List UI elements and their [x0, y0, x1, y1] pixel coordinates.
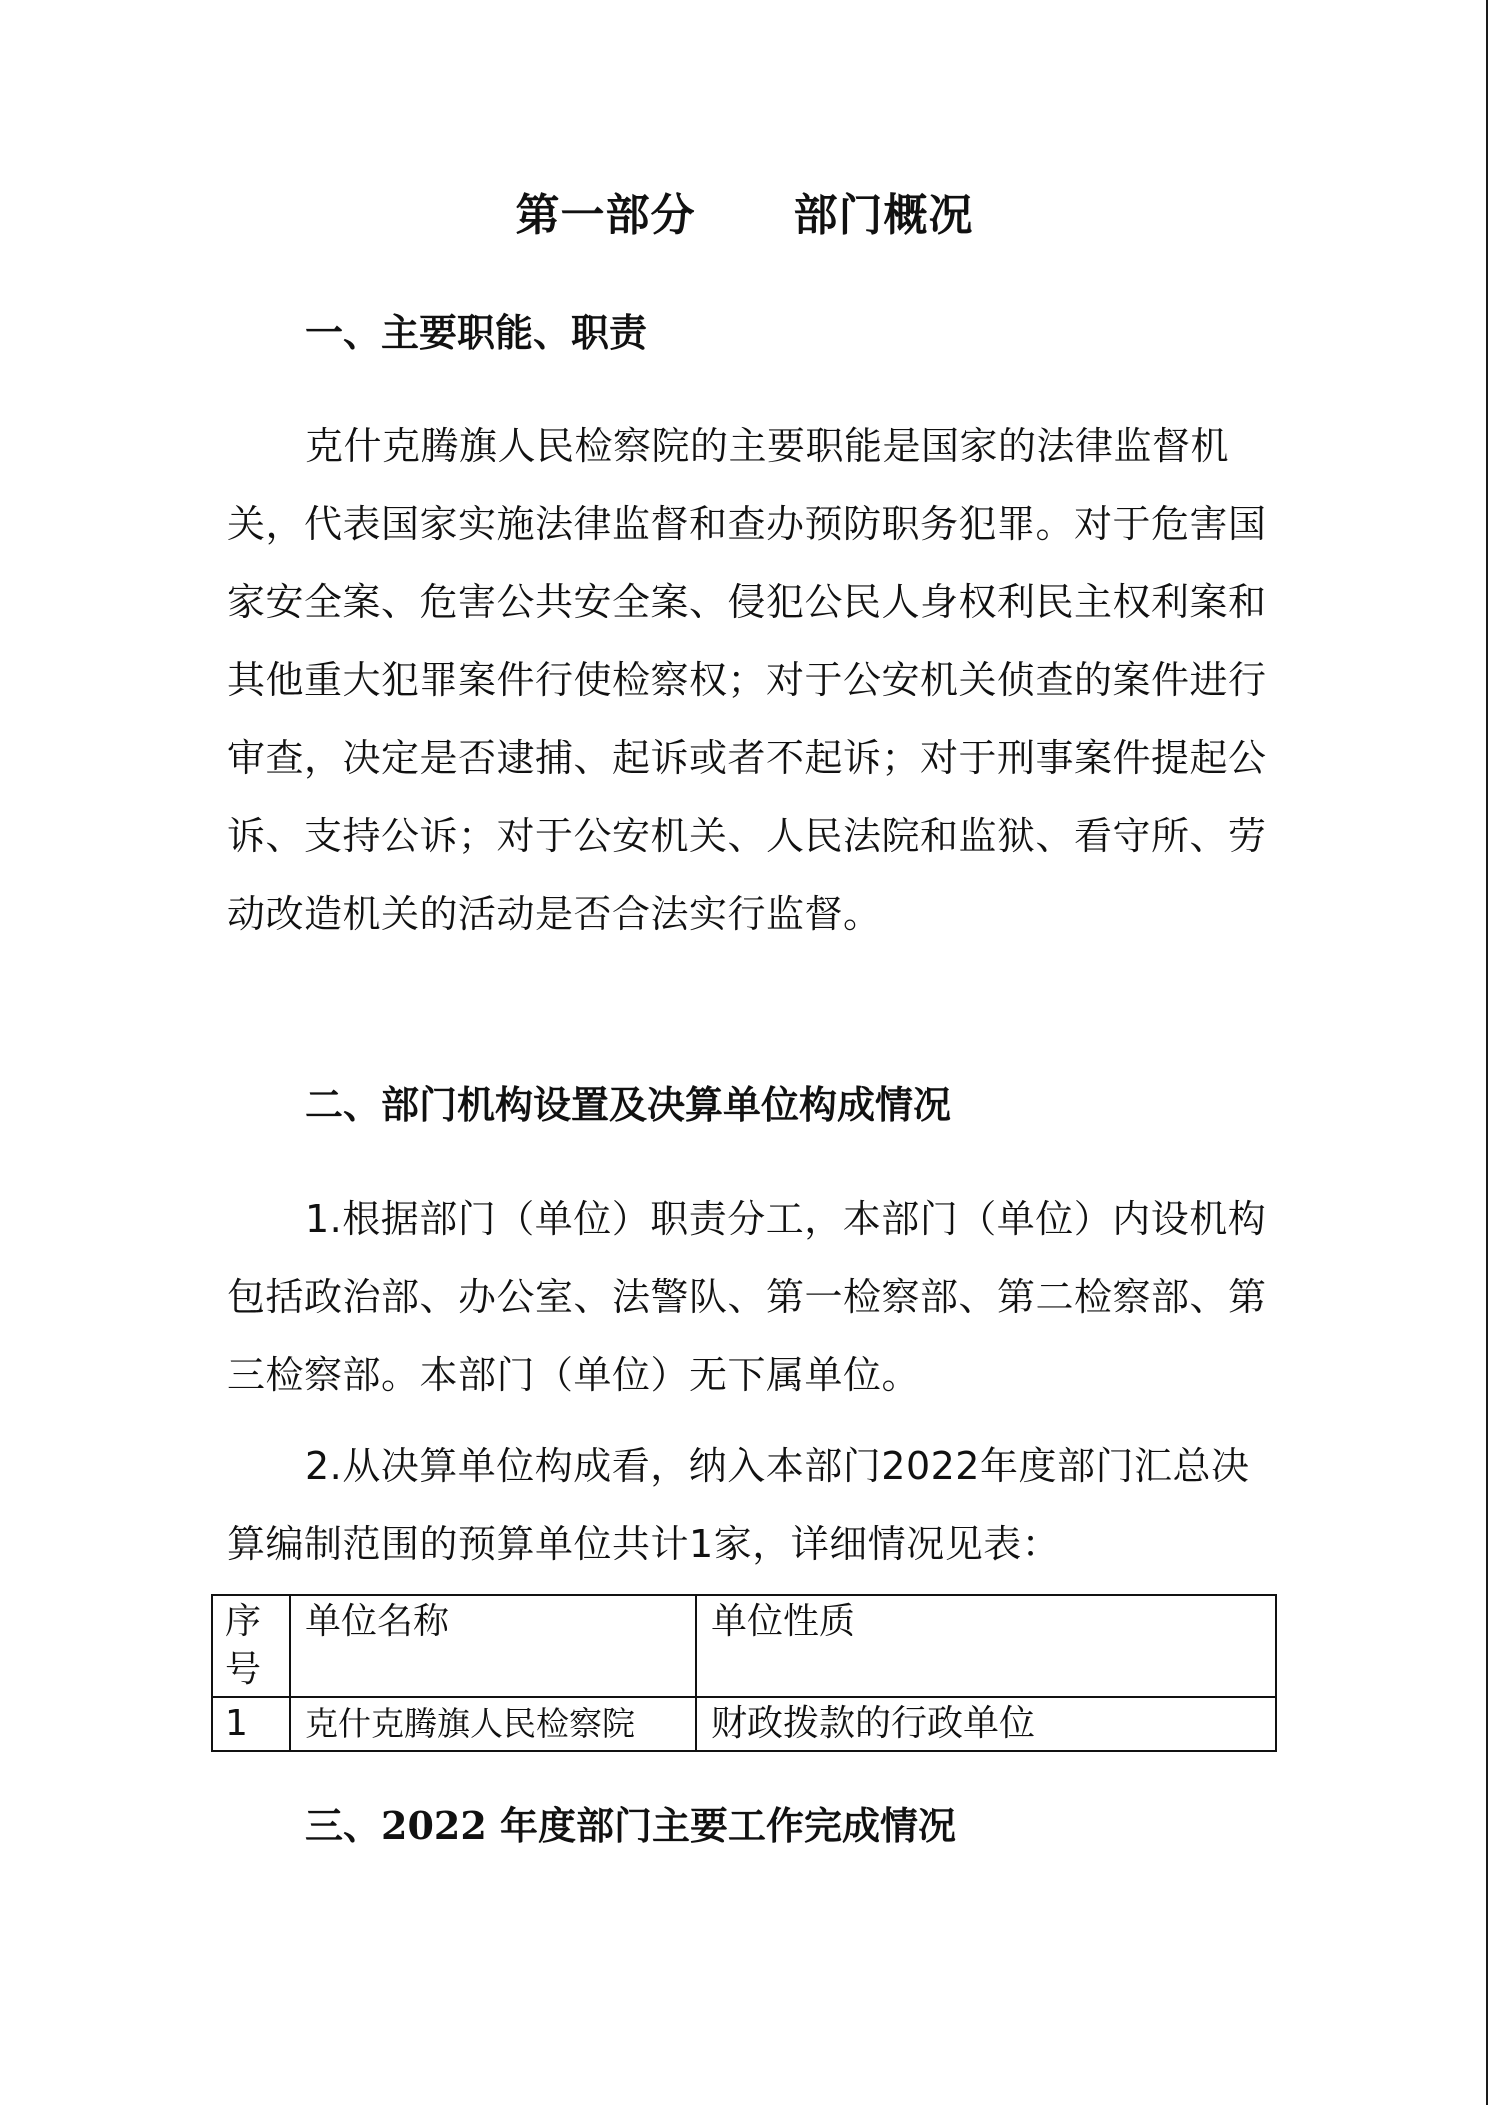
section-1-heading: 一、主要职能、职责 [305, 310, 648, 355]
cell-unit-nature: 财政拨款的行政单位 [696, 1697, 1276, 1751]
item-2-count: 1 [689, 1522, 714, 1566]
cell-serial-number: 1 [212, 1697, 290, 1751]
cell-unit-name: 克什克腾旗人民检察院 [290, 1697, 696, 1751]
item-1-number: 1. [305, 1197, 343, 1241]
unit-table [211, 1594, 1277, 1752]
section-2-item-2 [227, 1427, 1267, 1583]
section-2-item-1 [227, 1180, 1267, 1414]
table-header-row [212, 1595, 1276, 1697]
item-2-text-a: 从决算单位构成看，纳入本部门 [342, 1444, 882, 1488]
table-row [212, 1697, 1276, 1751]
item-1-text: 根据部门（单位）职责分工，本部门（单位）内设机构包括政治部、办公室、法警队、第一检察部、第二检察部、第三检察部。本部门（单位）无下属单位。 [227, 1197, 1267, 1397]
item-2-year: 2022 [881, 1444, 980, 1488]
section-3-heading: 三、2022 年度部门主要工作完成情况 [305, 1803, 956, 1848]
header-unit-name: 单位名称 [290, 1595, 696, 1697]
header-unit-nature: 单位性质 [696, 1595, 1276, 1697]
item-2-text-b: 年度部门汇总决算编制范围的预算单位共计 [227, 1444, 1250, 1566]
header-serial-number: 序 号 [212, 1595, 290, 1697]
item-2-text-c: 家，详细情况见表： [713, 1522, 1061, 1566]
section-1-paragraph: 克什克腾旗人民检察院的主要职能是国家的法律监督机关，代表国家实施法律监督和查办预防职务犯罪。对于危害国家安全案、危害公共安全案、侵犯公民人身权利民主权利案和其他重大犯罪案件行使检察权；对于公安机关侦查的案件进行审查，决定是否逮捕、起诉或者不起诉；对于刑事案件提起公诉、支持公诉；对于公安机关、人民法院和监狱、看守所、劳动改造机关的活动是否合法实行监督。 [227, 424, 1267, 936]
section-2-heading: 二、部门机构设置及决算单位构成情况 [305, 1082, 952, 1127]
item-2-number: 2. [305, 1444, 343, 1488]
page-edge-line [1486, 0, 1488, 2105]
page-title: 第一部分 部门概况 [515, 190, 974, 241]
